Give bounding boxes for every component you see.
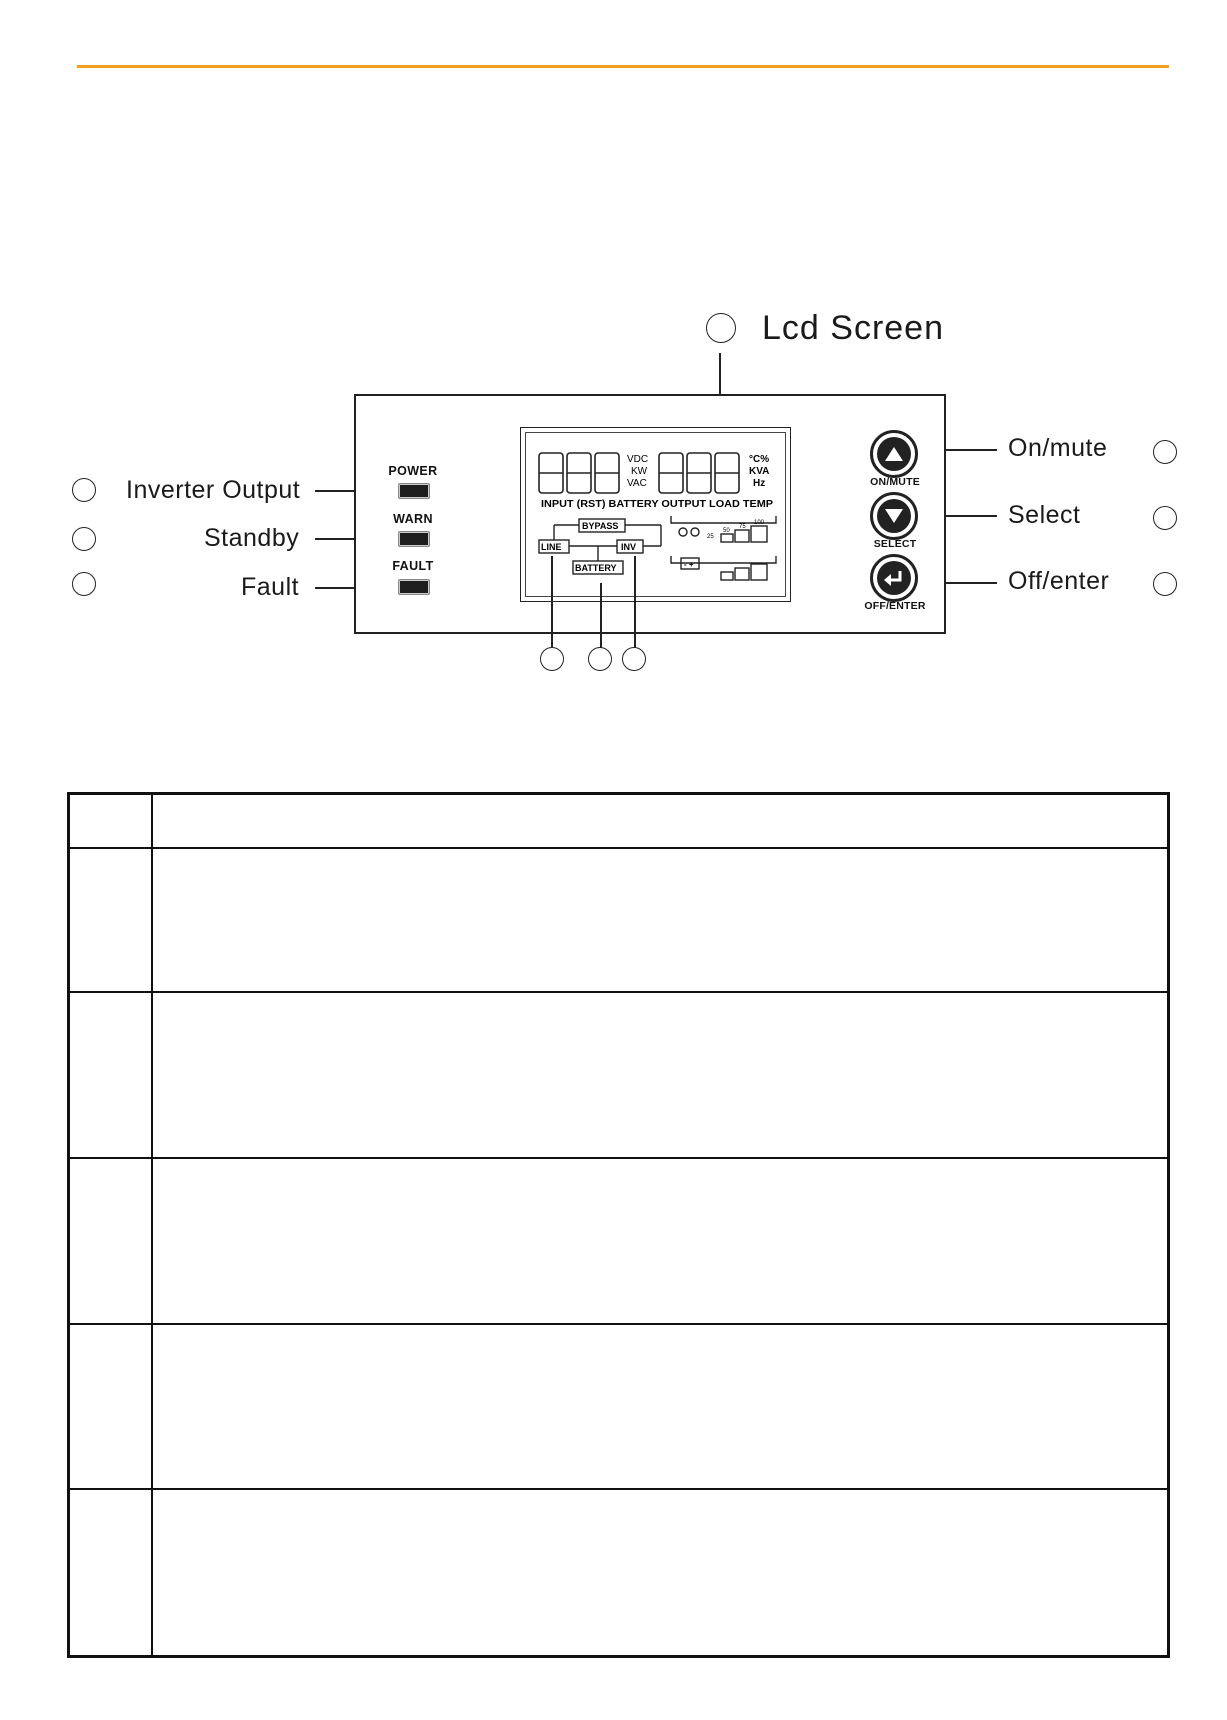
callout-circle-standby [72, 527, 96, 551]
callout-circle-line [540, 647, 564, 671]
lcd-unit-kva: KVA [749, 466, 770, 477]
callout-circle-fault [72, 572, 96, 596]
lcd-unit-vdc: VDC [627, 454, 649, 465]
table-row-4 [70, 1323, 1167, 1325]
callout-inverter-output: Inverter Output [126, 476, 301, 504]
top-rule [77, 65, 1169, 68]
callout-circle-battery [588, 647, 612, 671]
callout-lcd-screen: Lcd Screen [762, 309, 944, 347]
callout-select: Select [1008, 501, 1081, 529]
description-table [67, 792, 1170, 1658]
lcd-unit-hz: Hz [753, 478, 766, 489]
leader-line-inv [634, 556, 636, 649]
leader-line-battery [600, 583, 602, 649]
table-row-1 [70, 847, 1167, 849]
on-mute-button-label: ON/MUTE [870, 476, 920, 488]
off-enter-button[interactable] [870, 554, 918, 602]
lcd-unit-vac: VAC [627, 478, 647, 489]
callout-circle-select [1153, 506, 1177, 530]
lcd-box-inv: INV [621, 542, 637, 552]
lcd-row-labels: INPUT (RST) BATTERY OUTPUT LOAD TEMP [541, 498, 773, 510]
lcd-graphic [521, 428, 792, 603]
callout-standby: Standby [204, 524, 300, 552]
led-label-power: POWER [388, 464, 438, 478]
leader-line-line [551, 556, 553, 649]
fault-led [398, 579, 430, 595]
lcd-box-bypass: BYPASS [582, 521, 619, 531]
callout-fault: Fault [241, 573, 300, 601]
lcd-battery-symbol: - + [684, 560, 694, 569]
lcd-box-battery: BATTERY [575, 563, 617, 573]
led-label-fault: FAULT [392, 559, 434, 573]
lcd-box-line: LINE [541, 542, 562, 552]
callout-circle-on-mute [1153, 440, 1177, 464]
off-enter-button-label: OFF/ENTER [864, 600, 926, 612]
callout-circle-inv [622, 647, 646, 671]
table-row-3 [70, 1157, 1167, 1159]
select-button[interactable] [870, 492, 918, 540]
table-row-5 [70, 1488, 1167, 1490]
on-mute-button[interactable] [870, 430, 918, 478]
table-row-2 [70, 991, 1167, 993]
warn-led [398, 531, 430, 547]
power-led [398, 483, 430, 499]
callout-circle-inverter-output [72, 478, 96, 502]
enter-arrow-icon [877, 561, 911, 595]
callout-circle-lcd [706, 313, 736, 343]
callout-off-enter: Off/enter [1008, 567, 1110, 595]
lcd-tick-100: 100 [754, 520, 765, 526]
lcd-unit-temp-pct: °C% [749, 454, 770, 465]
callout-circle-off-enter [1153, 572, 1177, 596]
lcd-tick-25: 25 [707, 534, 714, 540]
lcd-tick-50: 50 [723, 528, 730, 534]
up-triangle-icon [877, 437, 911, 471]
led-label-warn: WARN [393, 512, 433, 526]
table-column-divider [151, 795, 153, 1655]
lcd-screen [520, 427, 791, 602]
down-triangle-icon [877, 499, 911, 533]
lcd-tick-75: 75 [739, 524, 746, 530]
lcd-unit-kw: KW [631, 466, 648, 477]
select-button-label: SELECT [873, 538, 917, 550]
callout-on-mute: On/mute [1008, 434, 1108, 462]
